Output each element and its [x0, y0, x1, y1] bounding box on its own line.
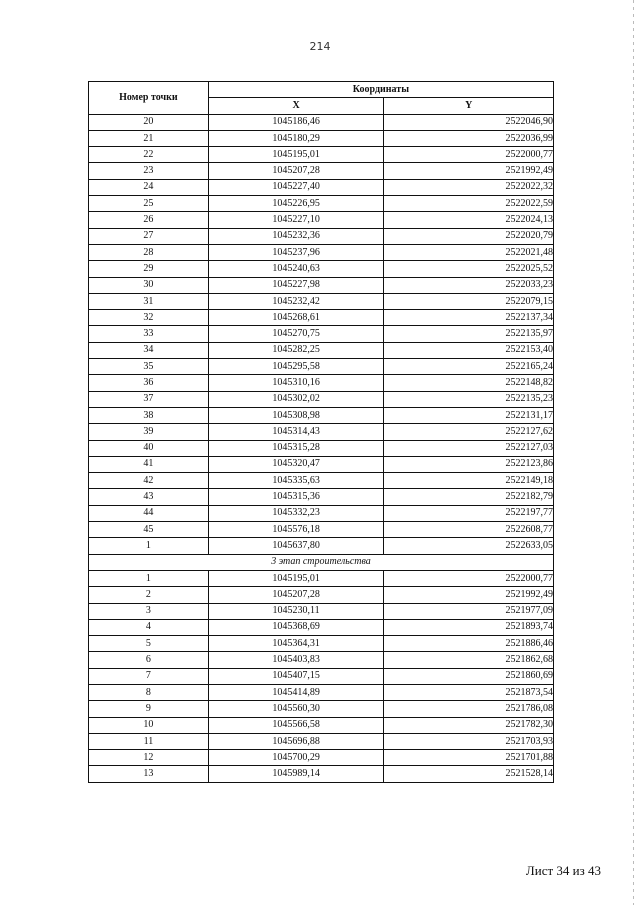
point-number-cell: 31	[89, 293, 209, 309]
y-coordinate-cell: 2522137,34	[384, 310, 554, 326]
x-coordinate-cell: 1045282,25	[208, 342, 384, 358]
header-point-number: Номер точки	[89, 82, 209, 115]
y-coordinate-cell: 2522131,17	[384, 407, 554, 423]
table-row	[89, 440, 554, 456]
point-number-cell: 5	[89, 636, 209, 652]
table-row	[89, 130, 554, 146]
point-number-cell: 39	[89, 424, 209, 440]
x-coordinate-cell: 1045368,69	[208, 619, 384, 635]
table-row	[89, 489, 554, 505]
point-number-cell: 35	[89, 359, 209, 375]
y-coordinate-cell: 2522127,03	[384, 440, 554, 456]
point-number-cell: 36	[89, 375, 209, 391]
x-coordinate-cell: 1045270,75	[208, 326, 384, 342]
x-coordinate-cell: 1045227,10	[208, 212, 384, 228]
table-row	[89, 701, 554, 717]
y-coordinate-cell: 2522148,82	[384, 375, 554, 391]
table-row	[89, 391, 554, 407]
y-coordinate-cell: 2522633,05	[384, 538, 554, 554]
table-row	[89, 733, 554, 749]
table-row	[89, 456, 554, 472]
y-coordinate-cell: 2521886,46	[384, 636, 554, 652]
point-number-cell: 37	[89, 391, 209, 407]
point-number-cell: 20	[89, 114, 209, 130]
x-coordinate-cell: 1045227,98	[208, 277, 384, 293]
y-coordinate-cell: 2521992,49	[384, 587, 554, 603]
table-row	[89, 750, 554, 766]
x-coordinate-cell: 1045232,42	[208, 293, 384, 309]
x-coordinate-cell: 1045364,31	[208, 636, 384, 652]
y-coordinate-cell: 2521701,88	[384, 750, 554, 766]
y-coordinate-cell: 2521528,14	[384, 766, 554, 782]
table-row	[89, 570, 554, 586]
table-row	[89, 407, 554, 423]
x-coordinate-cell: 1045560,30	[208, 701, 384, 717]
y-coordinate-cell: 2521862,68	[384, 652, 554, 668]
point-number-cell: 10	[89, 717, 209, 733]
y-coordinate-cell: 2522153,40	[384, 342, 554, 358]
table-row	[89, 228, 554, 244]
table-row	[89, 163, 554, 179]
x-coordinate-cell: 1045237,96	[208, 244, 384, 260]
table-row	[89, 522, 554, 538]
point-number-cell: 9	[89, 701, 209, 717]
table-row	[89, 114, 554, 130]
y-coordinate-cell: 2521992,49	[384, 163, 554, 179]
x-coordinate-cell: 1045989,14	[208, 766, 384, 782]
y-coordinate-cell: 2522135,97	[384, 326, 554, 342]
point-number-cell: 28	[89, 244, 209, 260]
point-number-cell: 11	[89, 733, 209, 749]
point-number-cell: 6	[89, 652, 209, 668]
table-row	[89, 766, 554, 782]
table-row	[89, 636, 554, 652]
point-number-cell: 40	[89, 440, 209, 456]
x-coordinate-cell: 1045320,47	[208, 456, 384, 472]
y-coordinate-cell: 2522197,77	[384, 505, 554, 521]
x-coordinate-cell: 1045207,28	[208, 163, 384, 179]
point-number-cell: 26	[89, 212, 209, 228]
table-row	[89, 261, 554, 277]
table-row	[89, 310, 554, 326]
point-number-cell: 22	[89, 147, 209, 163]
point-number-cell: 1	[89, 538, 209, 554]
point-number-cell: 30	[89, 277, 209, 293]
y-coordinate-cell: 2522024,13	[384, 212, 554, 228]
y-coordinate-cell: 2521782,30	[384, 717, 554, 733]
y-coordinate-cell: 2522127,62	[384, 424, 554, 440]
x-coordinate-cell: 1045195,01	[208, 147, 384, 163]
table-row	[89, 603, 554, 619]
table-row	[89, 538, 554, 554]
table-row	[89, 277, 554, 293]
x-coordinate-cell: 1045232,36	[208, 228, 384, 244]
y-coordinate-cell: 2521703,93	[384, 733, 554, 749]
x-coordinate-cell: 1045180,29	[208, 130, 384, 146]
table-row	[89, 212, 554, 228]
x-coordinate-cell: 1045637,80	[208, 538, 384, 554]
point-number-cell: 25	[89, 196, 209, 212]
section-title: 3 этап строительства	[89, 554, 554, 570]
x-coordinate-cell: 1045207,28	[208, 587, 384, 603]
table-row	[89, 652, 554, 668]
x-coordinate-cell: 1045335,63	[208, 473, 384, 489]
point-number-cell: 4	[89, 619, 209, 635]
y-coordinate-cell: 2522033,23	[384, 277, 554, 293]
header-x: X	[208, 98, 384, 114]
y-coordinate-cell: 2522079,15	[384, 293, 554, 309]
table-row	[89, 359, 554, 375]
x-coordinate-cell: 1045315,36	[208, 489, 384, 505]
y-coordinate-cell: 2522135,23	[384, 391, 554, 407]
point-number-cell: 27	[89, 228, 209, 244]
table-row	[89, 342, 554, 358]
table-row	[89, 619, 554, 635]
point-number-cell: 41	[89, 456, 209, 472]
x-coordinate-cell: 1045268,61	[208, 310, 384, 326]
y-coordinate-cell: 2521786,08	[384, 701, 554, 717]
x-coordinate-cell: 1045315,28	[208, 440, 384, 456]
section-header-row	[89, 554, 554, 570]
sheet-label: Лист 34 из 43	[525, 863, 601, 878]
y-coordinate-cell: 2522046,90	[384, 114, 554, 130]
table-row	[89, 293, 554, 309]
y-coordinate-cell: 2521893,74	[384, 619, 554, 635]
y-coordinate-cell: 2521873,54	[384, 684, 554, 700]
point-number-cell: 44	[89, 505, 209, 521]
table-body-stage-previous	[89, 114, 554, 554]
table-row	[89, 473, 554, 489]
point-number-cell: 33	[89, 326, 209, 342]
y-coordinate-cell: 2522022,59	[384, 196, 554, 212]
x-coordinate-cell: 1045314,43	[208, 424, 384, 440]
y-coordinate-cell: 2522022,32	[384, 179, 554, 195]
y-coordinate-cell: 2522000,77	[384, 147, 554, 163]
x-coordinate-cell: 1045302,02	[208, 391, 384, 407]
point-number-cell: 38	[89, 407, 209, 423]
y-coordinate-cell: 2522165,24	[384, 359, 554, 375]
header-coordinates: Координаты	[208, 82, 553, 98]
coordinates-table	[88, 81, 554, 783]
x-coordinate-cell: 1045566,58	[208, 717, 384, 733]
y-coordinate-cell: 2522021,48	[384, 244, 554, 260]
x-coordinate-cell: 1045295,58	[208, 359, 384, 375]
point-number-cell: 1	[89, 570, 209, 586]
table-row	[89, 505, 554, 521]
table-row	[89, 668, 554, 684]
x-coordinate-cell: 1045576,18	[208, 522, 384, 538]
table-row	[89, 147, 554, 163]
section-header-group	[89, 554, 554, 570]
point-number-cell: 24	[89, 179, 209, 195]
x-coordinate-cell: 1045407,15	[208, 668, 384, 684]
table-row	[89, 684, 554, 700]
table-row	[89, 717, 554, 733]
y-coordinate-cell: 2521977,09	[384, 603, 554, 619]
x-coordinate-cell: 1045308,98	[208, 407, 384, 423]
x-coordinate-cell: 1045310,16	[208, 375, 384, 391]
scan-edge-line	[633, 0, 634, 905]
x-coordinate-cell: 1045226,95	[208, 196, 384, 212]
point-number-cell: 2	[89, 587, 209, 603]
y-coordinate-cell: 2522036,99	[384, 130, 554, 146]
point-number-cell: 43	[89, 489, 209, 505]
x-coordinate-cell: 1045230,11	[208, 603, 384, 619]
x-coordinate-cell: 1045240,63	[208, 261, 384, 277]
y-coordinate-cell: 2522000,77	[384, 570, 554, 586]
x-coordinate-cell: 1045227,40	[208, 179, 384, 195]
x-coordinate-cell: 1045195,01	[208, 570, 384, 586]
y-coordinate-cell: 2521860,69	[384, 668, 554, 684]
table-row	[89, 587, 554, 603]
y-coordinate-cell: 2522149,18	[384, 473, 554, 489]
point-number-cell: 42	[89, 473, 209, 489]
table-row	[89, 196, 554, 212]
table-row	[89, 326, 554, 342]
point-number-cell: 3	[89, 603, 209, 619]
table-row	[89, 244, 554, 260]
x-coordinate-cell: 1045700,29	[208, 750, 384, 766]
point-number-cell: 34	[89, 342, 209, 358]
point-number-cell: 23	[89, 163, 209, 179]
point-number-cell: 29	[89, 261, 209, 277]
table-row	[89, 424, 554, 440]
table-body-stage-3	[89, 570, 554, 782]
point-number-cell: 7	[89, 668, 209, 684]
y-coordinate-cell: 2522123,86	[384, 456, 554, 472]
y-coordinate-cell: 2522025,52	[384, 261, 554, 277]
table-row	[89, 179, 554, 195]
y-coordinate-cell: 2522182,79	[384, 489, 554, 505]
point-number-cell: 45	[89, 522, 209, 538]
y-coordinate-cell: 2522020,79	[384, 228, 554, 244]
x-coordinate-cell: 1045332,23	[208, 505, 384, 521]
x-coordinate-cell: 1045696,88	[208, 733, 384, 749]
x-coordinate-cell: 1045403,83	[208, 652, 384, 668]
point-number-cell: 8	[89, 684, 209, 700]
y-coordinate-cell: 2522608,77	[384, 522, 554, 538]
table-row	[89, 375, 554, 391]
point-number-cell: 12	[89, 750, 209, 766]
point-number-cell: 13	[89, 766, 209, 782]
point-number-cell: 21	[89, 130, 209, 146]
x-coordinate-cell: 1045414,89	[208, 684, 384, 700]
page-number: 214	[309, 40, 331, 53]
point-number-cell: 32	[89, 310, 209, 326]
header-y: Y	[384, 98, 554, 114]
x-coordinate-cell: 1045186,46	[208, 114, 384, 130]
